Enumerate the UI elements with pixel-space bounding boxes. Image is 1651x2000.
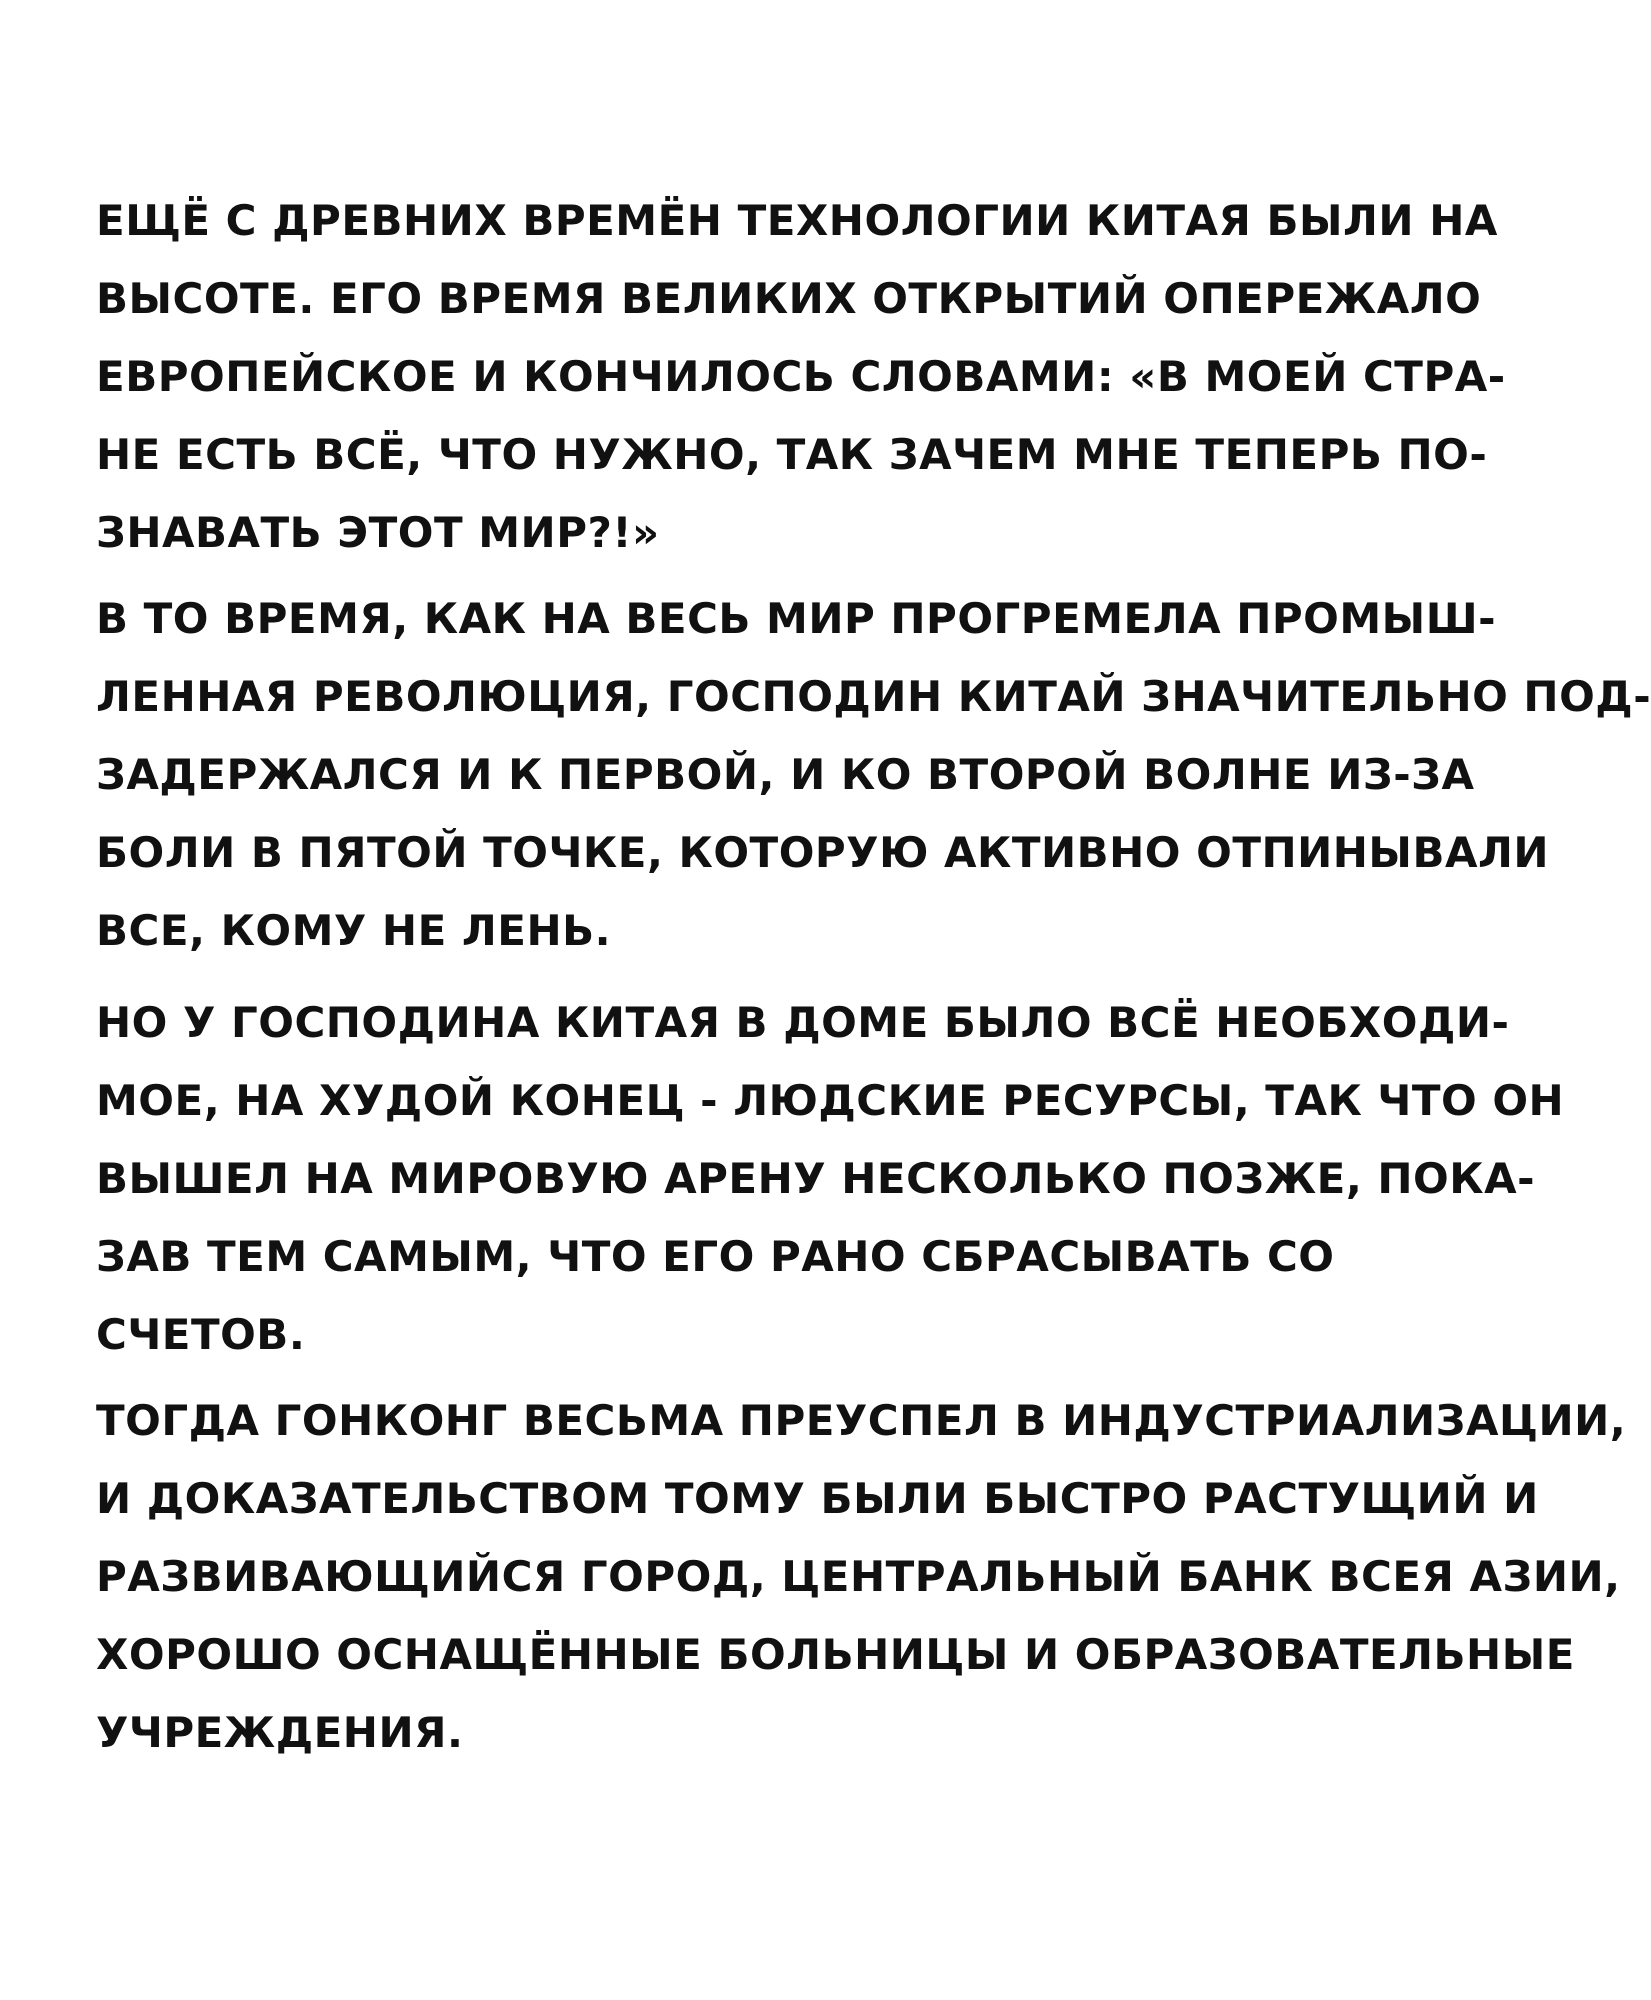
text-line: ЗНАВАТЬ ЭТОТ МИР?!» (96, 508, 660, 557)
text-line: ЗАДЕРЖАЛСЯ И К ПЕРВОЙ, И КО ВТОРОЙ ВОЛНЕ ИЗ-ЗА (96, 750, 1475, 799)
text-line: НО У ГОСПОДИНА КИТАЯ В ДОМЕ БЫЛО ВСЁ НЕОБХОДИ- (96, 998, 1510, 1047)
text-line: МОЕ, НА ХУДОЙ КОНЕЦ - ЛЮДСКИЕ РЕСУРСЫ, ТАК ЧТО ОН (96, 1076, 1565, 1125)
text-line: ВСЕ, КОМУ НЕ ЛЕНЬ. (96, 906, 612, 955)
text-line: ЗАВ ТЕМ САМЫМ, ЧТО ЕГО РАНО СБРАСЫВАТЬ СО (96, 1232, 1335, 1281)
paragraph-ancient-technology (96, 182, 1506, 572)
paragraph-hong-kong (96, 1382, 1627, 1772)
text-line: В ТО ВРЕМЯ, КАК НА ВЕСЬ МИР ПРОГРЕМЕЛА ПРОМЫШ- (96, 594, 1497, 643)
text-line: ЕВРОПЕЙСКОЕ И КОНЧИЛОСЬ СЛОВАМИ: «В МОЕЙ СТРА- (96, 352, 1506, 401)
text-line: ВЫШЕЛ НА МИРОВУЮ АРЕНУ НЕСКОЛЬКО ПОЗЖЕ, ПОКА- (96, 1154, 1536, 1203)
text-line: СЧЕТОВ. (96, 1310, 306, 1359)
text-line: ЕЩЁ С ДРЕВНИХ ВРЕМЁН ТЕХНОЛОГИИ КИТАЯ БЫЛИ НА (96, 196, 1498, 245)
text-line: ЛЕННАЯ РЕВОЛЮЦИЯ, ГОСПОДИН КИТАЙ ЗНАЧИТЕЛЬНО ПОД- (96, 672, 1651, 721)
text-line: БОЛИ В ПЯТОЙ ТОЧКЕ, КОТОРУЮ АКТИВНО ОТПИНЫВАЛИ (96, 828, 1549, 877)
text-line: РАЗВИВАЮЩИЙСЯ ГОРОД, ЦЕНТРАЛЬНЫЙ БАНК ВСЕЯ АЗИИ, (96, 1552, 1621, 1601)
text-line: ХОРОШО ОСНАЩЁННЫЕ БОЛЬНИЦЫ И ОБРАЗОВАТЕЛЬНЫЕ (96, 1630, 1575, 1679)
text-line: ТОГДА ГОНКОНГ ВЕСЬМА ПРЕУСПЕЛ В ИНДУСТРИАЛИЗАЦИИ, (96, 1396, 1627, 1445)
text-line: И ДОКАЗАТЕЛЬСТВОМ ТОМУ БЫЛИ БЫСТРО РАСТУЩИЙ И (96, 1474, 1539, 1523)
paragraph-world-arena (96, 984, 1565, 1374)
text-line: УЧРЕЖДЕНИЯ. (96, 1708, 464, 1757)
text-line: НЕ ЕСТЬ ВСЁ, ЧТО НУЖНО, ТАК ЗАЧЕМ МНЕ ТЕПЕРЬ ПО- (96, 430, 1488, 479)
paragraph-industrial-revolution (96, 580, 1651, 970)
text-line: ВЫСОТЕ. ЕГО ВРЕМЯ ВЕЛИКИХ ОТКРЫТИЙ ОПЕРЕЖАЛО (96, 274, 1482, 323)
